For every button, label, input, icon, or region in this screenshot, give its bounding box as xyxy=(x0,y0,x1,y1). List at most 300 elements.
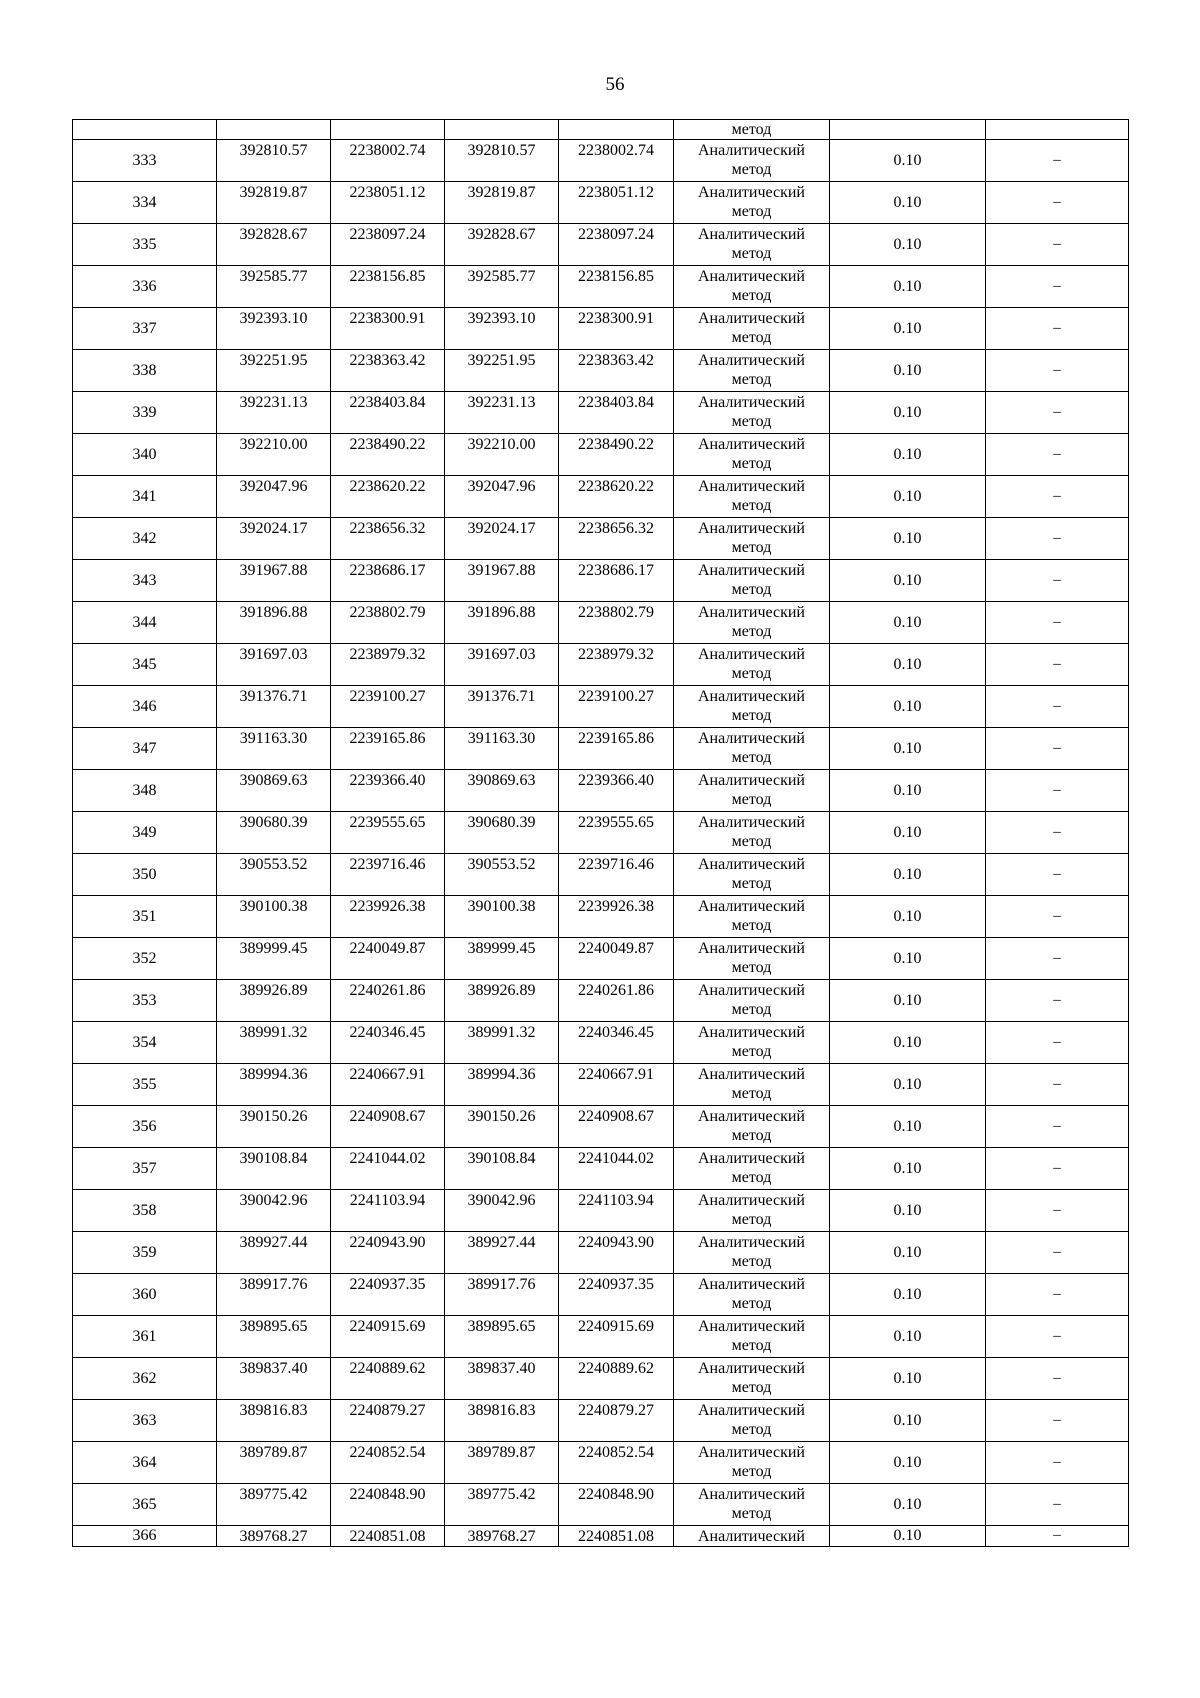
note-cell: – xyxy=(986,560,1129,602)
table-row xyxy=(73,1526,1129,1547)
x-new-cell: 392231.13 xyxy=(445,392,559,434)
point-number-cell: 362 xyxy=(73,1358,217,1400)
point-number-cell: 346 xyxy=(73,686,217,728)
note-cell: – xyxy=(986,1148,1129,1190)
x-new-cell: 389926.89 xyxy=(445,980,559,1022)
accuracy-cell: 0.10 xyxy=(830,434,986,476)
method-line-1: Аналитический xyxy=(697,184,805,201)
method-line-1: Аналитический xyxy=(697,898,805,915)
table-row xyxy=(73,266,1129,308)
x-new-cell: 391697.03 xyxy=(445,644,559,686)
y-existing-cell: 2238802.79 xyxy=(331,602,445,644)
point-number-cell: 351 xyxy=(73,896,217,938)
method-cell xyxy=(674,728,830,770)
accuracy-cell: 0.10 xyxy=(830,980,986,1022)
accuracy-cell: 0.10 xyxy=(830,938,986,980)
method-cell xyxy=(674,1106,830,1148)
table-row xyxy=(73,224,1129,266)
y-new-cell: 2239366.40 xyxy=(559,770,674,812)
method-cell xyxy=(674,350,830,392)
x-new-cell: 391896.88 xyxy=(445,602,559,644)
y-existing-cell: 2240667.91 xyxy=(331,1064,445,1106)
accuracy-cell: 0.10 xyxy=(830,308,986,350)
method-line-2: метод xyxy=(731,539,772,556)
y-new-cell: 2238656.32 xyxy=(559,518,674,560)
note-cell: – xyxy=(986,938,1129,980)
table-row xyxy=(73,350,1129,392)
method-cell xyxy=(674,1232,830,1274)
x-existing-cell: 389917.76 xyxy=(217,1274,331,1316)
table-row xyxy=(73,476,1129,518)
point-number-cell: 364 xyxy=(73,1442,217,1484)
x-new-cell: 389768.27 xyxy=(445,1526,559,1547)
accuracy-cell: 0.10 xyxy=(830,644,986,686)
table-cell xyxy=(559,120,674,140)
table-cell xyxy=(331,120,445,140)
x-new-cell: 389816.83 xyxy=(445,1400,559,1442)
x-new-cell: 392024.17 xyxy=(445,518,559,560)
method-line-1: Аналитический xyxy=(697,1360,805,1377)
accuracy-cell: 0.10 xyxy=(830,1022,986,1064)
x-existing-cell: 390150.26 xyxy=(217,1106,331,1148)
table-row xyxy=(73,602,1129,644)
point-number-cell: 334 xyxy=(73,182,217,224)
method-cell: Аналитический xyxy=(674,1526,830,1547)
method-line-1: Аналитический xyxy=(697,1318,805,1335)
y-new-cell: 2238300.91 xyxy=(559,308,674,350)
x-existing-cell: 389816.83 xyxy=(217,1400,331,1442)
method-line-1: Аналитический xyxy=(697,772,805,789)
accuracy-cell: 0.10 xyxy=(830,1274,986,1316)
y-existing-cell: 2240908.67 xyxy=(331,1106,445,1148)
note-cell: – xyxy=(986,1190,1129,1232)
x-existing-cell: 392819.87 xyxy=(217,182,331,224)
method-line-1: Аналитический xyxy=(697,352,805,369)
point-number-cell: 347 xyxy=(73,728,217,770)
note-cell: – xyxy=(986,686,1129,728)
method-line-2: метод xyxy=(731,665,772,682)
point-number-cell: 342 xyxy=(73,518,217,560)
accuracy-cell: 0.10 xyxy=(830,686,986,728)
y-existing-cell: 2238002.74 xyxy=(331,140,445,182)
table-row xyxy=(73,1064,1129,1106)
y-existing-cell: 2239926.38 xyxy=(331,896,445,938)
point-number-cell: 341 xyxy=(73,476,217,518)
y-new-cell: 2240879.27 xyxy=(559,1400,674,1442)
y-existing-cell: 2240346.45 xyxy=(331,1022,445,1064)
method-line-1: Аналитический xyxy=(697,1276,805,1293)
table-row xyxy=(73,1358,1129,1400)
x-existing-cell: 392231.13 xyxy=(217,392,331,434)
x-existing-cell: 391697.03 xyxy=(217,644,331,686)
accuracy-cell: 0.10 xyxy=(830,1316,986,1358)
point-number-cell: 345 xyxy=(73,644,217,686)
method-line-2: метод xyxy=(731,371,772,388)
point-number-cell: 352 xyxy=(73,938,217,980)
y-new-cell: 2240943.90 xyxy=(559,1232,674,1274)
table-row xyxy=(73,644,1129,686)
x-existing-cell: 392024.17 xyxy=(217,518,331,560)
x-new-cell: 391163.30 xyxy=(445,728,559,770)
y-existing-cell: 2238097.24 xyxy=(331,224,445,266)
note-cell: – xyxy=(986,266,1129,308)
table-row xyxy=(73,980,1129,1022)
accuracy-cell: 0.10 xyxy=(830,728,986,770)
point-number-cell: 349 xyxy=(73,812,217,854)
x-existing-cell: 391376.71 xyxy=(217,686,331,728)
accuracy-cell: 0.10 xyxy=(830,518,986,560)
point-number-cell: 338 xyxy=(73,350,217,392)
accuracy-cell: 0.10 xyxy=(830,1358,986,1400)
method-line-2: метод xyxy=(731,455,772,472)
x-existing-cell: 391896.88 xyxy=(217,602,331,644)
accuracy-cell: 0.10 xyxy=(830,1400,986,1442)
accuracy-cell: 0.10 xyxy=(830,602,986,644)
y-new-cell: 2238002.74 xyxy=(559,140,674,182)
note-cell: – xyxy=(986,1358,1129,1400)
method-line-2: метод xyxy=(731,1085,772,1102)
point-number-cell: 335 xyxy=(73,224,217,266)
x-existing-cell: 390108.84 xyxy=(217,1148,331,1190)
table-row xyxy=(73,308,1129,350)
method-line-2: метод xyxy=(731,1169,772,1186)
point-number-cell: 365 xyxy=(73,1484,217,1526)
method-line-1: Аналитический xyxy=(697,1192,805,1209)
y-existing-cell: 2239555.65 xyxy=(331,812,445,854)
note-cell: – xyxy=(986,1022,1129,1064)
table-row xyxy=(73,1484,1129,1526)
x-new-cell: 390100.38 xyxy=(445,896,559,938)
x-existing-cell: 389999.45 xyxy=(217,938,331,980)
y-new-cell: 2240937.35 xyxy=(559,1274,674,1316)
point-number-cell: 336 xyxy=(73,266,217,308)
point-number-cell: 353 xyxy=(73,980,217,1022)
x-existing-cell: 392585.77 xyxy=(217,266,331,308)
method-cell xyxy=(674,308,830,350)
table-row xyxy=(73,1274,1129,1316)
note-cell: – xyxy=(986,602,1129,644)
note-cell: – xyxy=(986,1484,1129,1526)
x-new-cell: 392393.10 xyxy=(445,308,559,350)
x-new-cell: 389895.65 xyxy=(445,1316,559,1358)
x-existing-cell: 390553.52 xyxy=(217,854,331,896)
table-cell xyxy=(830,120,986,140)
method-line-1: Аналитический xyxy=(697,1150,805,1167)
method-line-1: Аналитический xyxy=(697,730,805,747)
y-new-cell: 2239555.65 xyxy=(559,812,674,854)
x-new-cell: 389837.40 xyxy=(445,1358,559,1400)
x-new-cell: 390150.26 xyxy=(445,1106,559,1148)
y-existing-cell: 2240261.86 xyxy=(331,980,445,1022)
note-cell: – xyxy=(986,896,1129,938)
accuracy-cell: 0.10 xyxy=(830,896,986,938)
table-cell xyxy=(73,120,217,140)
point-number-cell: 361 xyxy=(73,1316,217,1358)
method-line-2: метод xyxy=(731,1001,772,1018)
y-existing-cell: 2238300.91 xyxy=(331,308,445,350)
x-existing-cell: 392828.67 xyxy=(217,224,331,266)
y-existing-cell: 2240848.90 xyxy=(331,1484,445,1526)
method-line-2: метод xyxy=(731,959,772,976)
y-existing-cell: 2238490.22 xyxy=(331,434,445,476)
method-line-2: метод xyxy=(731,1463,772,1480)
y-new-cell: 2238620.22 xyxy=(559,476,674,518)
note-cell: – xyxy=(986,1526,1129,1547)
y-new-cell: 2238490.22 xyxy=(559,434,674,476)
note-cell: – xyxy=(986,980,1129,1022)
table-row xyxy=(73,770,1129,812)
x-new-cell: 390108.84 xyxy=(445,1148,559,1190)
x-existing-cell: 392047.96 xyxy=(217,476,331,518)
x-existing-cell: 390100.38 xyxy=(217,896,331,938)
x-new-cell: 389789.87 xyxy=(445,1442,559,1484)
method-cell xyxy=(674,182,830,224)
point-number-cell: 333 xyxy=(73,140,217,182)
table-row xyxy=(73,896,1129,938)
method-line-2: метод xyxy=(731,1211,772,1228)
x-existing-cell: 389991.32 xyxy=(217,1022,331,1064)
y-new-cell: 2240908.67 xyxy=(559,1106,674,1148)
method-cell xyxy=(674,812,830,854)
table-cell xyxy=(986,120,1129,140)
y-existing-cell: 2239366.40 xyxy=(331,770,445,812)
method-line-2: метод xyxy=(731,329,772,346)
method-line-1: Аналитический xyxy=(697,142,805,159)
table-row xyxy=(73,1232,1129,1274)
note-cell: – xyxy=(986,224,1129,266)
note-cell: – xyxy=(986,140,1129,182)
x-new-cell: 389775.42 xyxy=(445,1484,559,1526)
method-line-2: метод xyxy=(731,1043,772,1060)
table-row xyxy=(73,1148,1129,1190)
page-number: 56 xyxy=(605,74,625,95)
method-cell xyxy=(674,644,830,686)
y-new-cell: 2238156.85 xyxy=(559,266,674,308)
y-existing-cell: 2238656.32 xyxy=(331,518,445,560)
method-line-2: метод xyxy=(731,413,772,430)
x-existing-cell: 389994.36 xyxy=(217,1064,331,1106)
x-new-cell: 392828.67 xyxy=(445,224,559,266)
method-cell xyxy=(674,980,830,1022)
x-existing-cell: 391967.88 xyxy=(217,560,331,602)
note-cell: – xyxy=(986,1274,1129,1316)
table-row xyxy=(73,182,1129,224)
y-new-cell: 2239716.46 xyxy=(559,854,674,896)
y-new-cell: 2238363.42 xyxy=(559,350,674,392)
accuracy-cell: 0.10 xyxy=(830,224,986,266)
y-existing-cell: 2240851.08 xyxy=(331,1526,445,1547)
table-row xyxy=(73,1400,1129,1442)
method-cell xyxy=(674,392,830,434)
method-cell xyxy=(674,1442,830,1484)
method-line-1: Аналитический xyxy=(697,940,805,957)
method-cell xyxy=(674,434,830,476)
method-line-2: метод xyxy=(731,1253,772,1270)
method-line-2: метод xyxy=(731,707,772,724)
x-existing-cell: 392393.10 xyxy=(217,308,331,350)
note-cell: – xyxy=(986,392,1129,434)
point-number-cell: 354 xyxy=(73,1022,217,1064)
y-new-cell: 2238802.79 xyxy=(559,602,674,644)
method-line-1: Аналитический xyxy=(697,1066,805,1083)
x-new-cell: 391967.88 xyxy=(445,560,559,602)
y-existing-cell: 2239716.46 xyxy=(331,854,445,896)
note-cell: – xyxy=(986,1232,1129,1274)
method-line-1: Аналитический xyxy=(697,268,805,285)
note-cell: – xyxy=(986,854,1129,896)
y-new-cell: 2239165.86 xyxy=(559,728,674,770)
method-cell xyxy=(674,1022,830,1064)
method-line-2: метод xyxy=(731,1127,772,1144)
accuracy-cell: 0.10 xyxy=(830,770,986,812)
point-number-cell: 350 xyxy=(73,854,217,896)
method-cell xyxy=(674,224,830,266)
method-line-1: Аналитический xyxy=(697,1108,805,1125)
y-existing-cell: 2240943.90 xyxy=(331,1232,445,1274)
y-existing-cell: 2238403.84 xyxy=(331,392,445,434)
note-cell: – xyxy=(986,770,1129,812)
method-line-2: метод xyxy=(731,1379,772,1396)
y-new-cell: 2241103.94 xyxy=(559,1190,674,1232)
y-existing-cell: 2240879.27 xyxy=(331,1400,445,1442)
accuracy-cell: 0.10 xyxy=(830,1232,986,1274)
accuracy-cell: 0.10 xyxy=(830,1484,986,1526)
x-existing-cell: 389768.27 xyxy=(217,1526,331,1547)
table-row xyxy=(73,1106,1129,1148)
y-new-cell: 2240261.86 xyxy=(559,980,674,1022)
note-cell: – xyxy=(986,1400,1129,1442)
method-line-1: Аналитический xyxy=(697,226,805,243)
method-line-2: метод xyxy=(731,1421,772,1438)
point-number-cell: 348 xyxy=(73,770,217,812)
y-existing-cell: 2239100.27 xyxy=(331,686,445,728)
note-cell: – xyxy=(986,1064,1129,1106)
y-new-cell: 2240889.62 xyxy=(559,1358,674,1400)
method-cell xyxy=(674,1358,830,1400)
method-cell xyxy=(674,476,830,518)
point-number-cell: 356 xyxy=(73,1106,217,1148)
note-cell: – xyxy=(986,1442,1129,1484)
x-new-cell: 392210.00 xyxy=(445,434,559,476)
method-cell xyxy=(674,1274,830,1316)
table-row xyxy=(73,728,1129,770)
method-cell xyxy=(674,1190,830,1232)
accuracy-cell: 0.10 xyxy=(830,1106,986,1148)
table-row xyxy=(73,686,1129,728)
method-cell xyxy=(674,140,830,182)
method-line-1: Аналитический xyxy=(697,562,805,579)
y-new-cell: 2241044.02 xyxy=(559,1148,674,1190)
point-number-cell: 340 xyxy=(73,434,217,476)
accuracy-cell: 0.10 xyxy=(830,812,986,854)
x-existing-cell: 390869.63 xyxy=(217,770,331,812)
y-existing-cell: 2238363.42 xyxy=(331,350,445,392)
method-cell xyxy=(674,686,830,728)
y-existing-cell: 2238051.12 xyxy=(331,182,445,224)
x-existing-cell: 392251.95 xyxy=(217,350,331,392)
method-line-2: метод xyxy=(731,287,772,304)
x-existing-cell: 392210.00 xyxy=(217,434,331,476)
method-cell xyxy=(674,938,830,980)
accuracy-cell: 0.10 xyxy=(830,476,986,518)
method-line-1: Аналитический xyxy=(697,604,805,621)
x-new-cell: 389994.36 xyxy=(445,1064,559,1106)
method-line-1: Аналитический xyxy=(697,520,805,537)
point-number-cell: 359 xyxy=(73,1232,217,1274)
y-existing-cell: 2240852.54 xyxy=(331,1442,445,1484)
accuracy-cell: 0.10 xyxy=(830,854,986,896)
y-existing-cell: 2238979.32 xyxy=(331,644,445,686)
point-number-cell: 363 xyxy=(73,1400,217,1442)
method-line-2: метод xyxy=(731,875,772,892)
table-row xyxy=(73,560,1129,602)
method-cell xyxy=(674,602,830,644)
table-row-continued xyxy=(73,120,1129,140)
method-cell xyxy=(674,854,830,896)
y-new-cell: 2238403.84 xyxy=(559,392,674,434)
method-line-2: метод xyxy=(731,1295,772,1312)
y-new-cell: 2238051.12 xyxy=(559,182,674,224)
method-line-2: метод xyxy=(731,497,772,514)
x-existing-cell: 392810.57 xyxy=(217,140,331,182)
method-cell xyxy=(674,1484,830,1526)
y-existing-cell: 2238620.22 xyxy=(331,476,445,518)
table-row xyxy=(73,854,1129,896)
table-row xyxy=(73,434,1129,476)
note-cell: – xyxy=(986,350,1129,392)
x-existing-cell: 391163.30 xyxy=(217,728,331,770)
x-new-cell: 389999.45 xyxy=(445,938,559,980)
x-new-cell: 390869.63 xyxy=(445,770,559,812)
method-line-2: метод xyxy=(731,791,772,808)
method-line-2: метод xyxy=(731,203,772,220)
y-new-cell: 2240346.45 xyxy=(559,1022,674,1064)
accuracy-cell: 0.10 xyxy=(830,392,986,434)
x-existing-cell: 389895.65 xyxy=(217,1316,331,1358)
method-line-1: Аналитический xyxy=(697,856,805,873)
note-cell: – xyxy=(986,812,1129,854)
x-existing-cell: 389789.87 xyxy=(217,1442,331,1484)
x-new-cell: 392251.95 xyxy=(445,350,559,392)
y-existing-cell: 2239165.86 xyxy=(331,728,445,770)
coordinates-table-body xyxy=(73,120,1129,1547)
x-new-cell: 392810.57 xyxy=(445,140,559,182)
method-line-2: метод xyxy=(731,917,772,934)
method-cell xyxy=(674,1148,830,1190)
point-number-cell: 343 xyxy=(73,560,217,602)
method-line-1: Аналитический xyxy=(697,1024,805,1041)
x-new-cell: 392047.96 xyxy=(445,476,559,518)
y-existing-cell: 2241044.02 xyxy=(331,1148,445,1190)
accuracy-cell: 0.10 xyxy=(830,266,986,308)
point-number-cell: 355 xyxy=(73,1064,217,1106)
accuracy-cell: 0.10 xyxy=(830,350,986,392)
accuracy-cell: 0.10 xyxy=(830,1442,986,1484)
point-number-cell: 358 xyxy=(73,1190,217,1232)
method-line-2: метод xyxy=(731,1505,772,1522)
x-existing-cell: 390680.39 xyxy=(217,812,331,854)
method-line-1: Аналитический xyxy=(697,310,805,327)
y-new-cell: 2239100.27 xyxy=(559,686,674,728)
y-new-cell: 2238979.32 xyxy=(559,644,674,686)
table-row xyxy=(73,1442,1129,1484)
note-cell: – xyxy=(986,434,1129,476)
point-number-cell: 337 xyxy=(73,308,217,350)
note-cell: – xyxy=(986,644,1129,686)
y-existing-cell: 2240049.87 xyxy=(331,938,445,980)
method-cell: метод xyxy=(674,120,830,140)
x-new-cell: 392585.77 xyxy=(445,266,559,308)
